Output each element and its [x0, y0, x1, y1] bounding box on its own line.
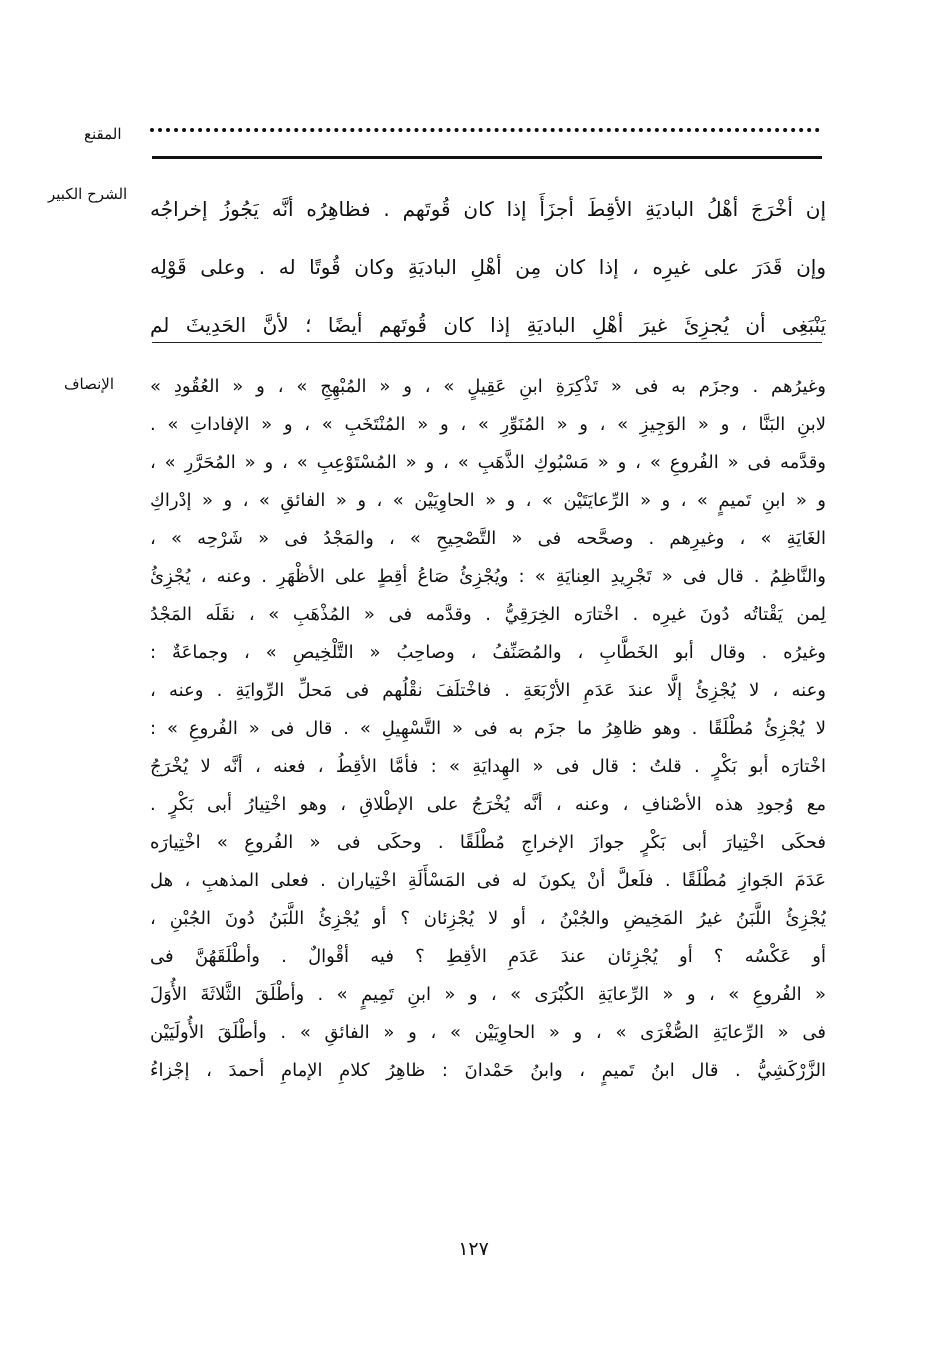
- insaf-section-label: الإنصاف: [64, 375, 115, 393]
- sharh-section-label: الشرح الكبير: [48, 185, 128, 203]
- header-divider: [152, 156, 822, 159]
- page-number: ١٢٧: [458, 1238, 489, 1260]
- insaf-line: الغَايَةِ » ، وغيرِهم . وصحَّحه فى « التَّصْحِيحِ » ، والمَجْدُ فى « شَرْحِه » ،: [150, 528, 826, 549]
- insaf-line: و « ابنِ تَميمٍ » ، و « الرِّعايَتَيْن » ، و « الحاوِيَيْن » ، و « الفائقِ » ، و « إدْراكِ: [150, 490, 826, 511]
- sharh-line: وإن قَدَرَ على غيرِه ، إذا كان مِن أهْلِ الباديَةِ وكان قُوتًا له . وعلى قَوْلِه: [150, 255, 826, 279]
- insaf-line: وغيرُهم . وجزَم به فى « تَذْكِرَةِ ابنِ عَقِيلٍ » ، و « المُبْهِجِ » ، و « العُقُودِ »: [150, 376, 826, 397]
- insaf-line: والنَّاظِمُ . قال فى « تَجْرِيدِ العِنايَةِ » : ويُجْزِئُ صَاعُ أقِطٍ على الأظْهَرِ . وعنه ، يُجْزِئُ: [150, 566, 826, 587]
- insaf-line: اخْتارَه أبو بَكْرٍ . قلتُ : قال فى « الهِدايَةِ » : فأمَّا الأقِطُ ، فعنه ، أنَّه لا يُخْرَجُ: [150, 756, 826, 777]
- insaf-line: فى « الرِّعايَةِ الصُّغْرَى » ، و « الحاوِيَيْن » ، و « الفائقِ » . وأطْلَقَ الأُولَيَيْن: [150, 1022, 826, 1043]
- insaf-line: عَدَمَ الجَوازِ مُطْلَقًا . فلَعلَّ أنْ يكونَ له فى المَسْأَلَةِ اخْتِياران . فعلى المذهبِ ، هل: [150, 870, 826, 891]
- insaf-line: وغيرُه . وقال أبو الخَطَّابِ ، والمُصَنِّفُ ، وصاحِبُ « التَّلْخِيصِ » ، وجماعَةٌ :: [150, 642, 826, 663]
- insaf-line: لابنِ البَنَّا ، و « الوَجِيزِ » ، و « المُنَوِّرِ » ، و « المُنْتَخَبِ » ، و « الإفاداتِ » .: [150, 414, 826, 435]
- insaf-line: الزَّرْكَشِيُّ . قال ابنُ تَميمٍ ، وابنُ حَمْدانَ : ظاهِرُ كلامِ الإمامِ أحمدَ ، إجْزاءُ: [150, 1060, 826, 1081]
- insaf-text-block: [150, 368, 826, 1090]
- insaf-line: فحكَى اخْتِيارَ أبى بَكْرٍ جوازَ الإخراجِ مُطْلَقًا . وحكَى فى « الفُروعِ » اخْتِيارَه: [150, 832, 826, 853]
- insaf-line: مع وُجودِ هذه الأصْنافِ ، وعنه ، أنَّه يُخْرَجُ على الإطْلاقِ ، وهو اخْتِيارُ أبى بَكْرٍ .: [150, 794, 826, 815]
- insaf-line: أو عَكْسُه ؟ أو يُجْزِئان عندَ عَدَمِ الأقِطِ ؟ فيه أقْوالٌ . وأطْلَقَهُنَّ فى: [150, 946, 826, 967]
- book-title: المقنع: [84, 125, 122, 143]
- sharh-line: إن أخْرَجَ أهْلُ الباديَةِ الأقِطَ أجزَأَ إذا كان قُوتَهم . فظاهِرُه أنَّه يَجُوزُ إخراجُه: [150, 197, 826, 221]
- section-divider: [152, 342, 822, 343]
- insaf-line: « الفُروعِ » ، و « الرِّعايَةِ الكُبْرَى » ، و « ابنِ تَمِيمٍ » . وأطْلَقَ الثَّلاثَةَ الأُوَلَ: [150, 984, 826, 1005]
- insaf-line: لِمن يَقْتاتُه دُونَ غيرِه . اخْتارَه الخِرَقِيُّ . وقدَّمه فى « المُذْهَبِ » ، نقَلَه المَجْدُ: [150, 604, 826, 625]
- header-dotted-rule: [150, 112, 820, 132]
- sharh-line: يَنْبَغِى أن يُجزِئَ غيرَ أهْلِ الباديَةِ إذا كان قُوتَهم أيضًا ؛ لأنَّ الحَدِيثَ لم: [150, 313, 826, 337]
- insaf-line: وقدَّمه فى « الفُروعِ » ، و « مَسْبُوكِ الذَّهَبِ » ، و « المُسْتَوْعِبِ » ، و « المُحَرَّرِ » ،: [150, 452, 826, 473]
- sharh-text-block: [150, 180, 826, 354]
- insaf-line: وعنه ، لا يُجْزِئُ إلَّا عندَ عَدَمِ الأرْبَعَةِ . فاخْتلَفَ نقْلُهم فى مَحلِّ الرِّوايَةِ . وعنه ،: [150, 680, 826, 701]
- insaf-line: لا يُجْزِئُ مُطْلَقًا . وهو ظاهِرُ ما جزَم به فى « التَّسْهِيلِ » . قال فى « الفُروعِ » :: [150, 718, 826, 739]
- insaf-line: يُجْزِئُ اللَّبَنُ غيرُ المَخِيضِ والجُبْنُ ، أو لا يُجْزِئان ؟ أو يُجْزِئُ اللَّبَنُ دُونَ الجُبْنِ ،: [150, 908, 826, 929]
